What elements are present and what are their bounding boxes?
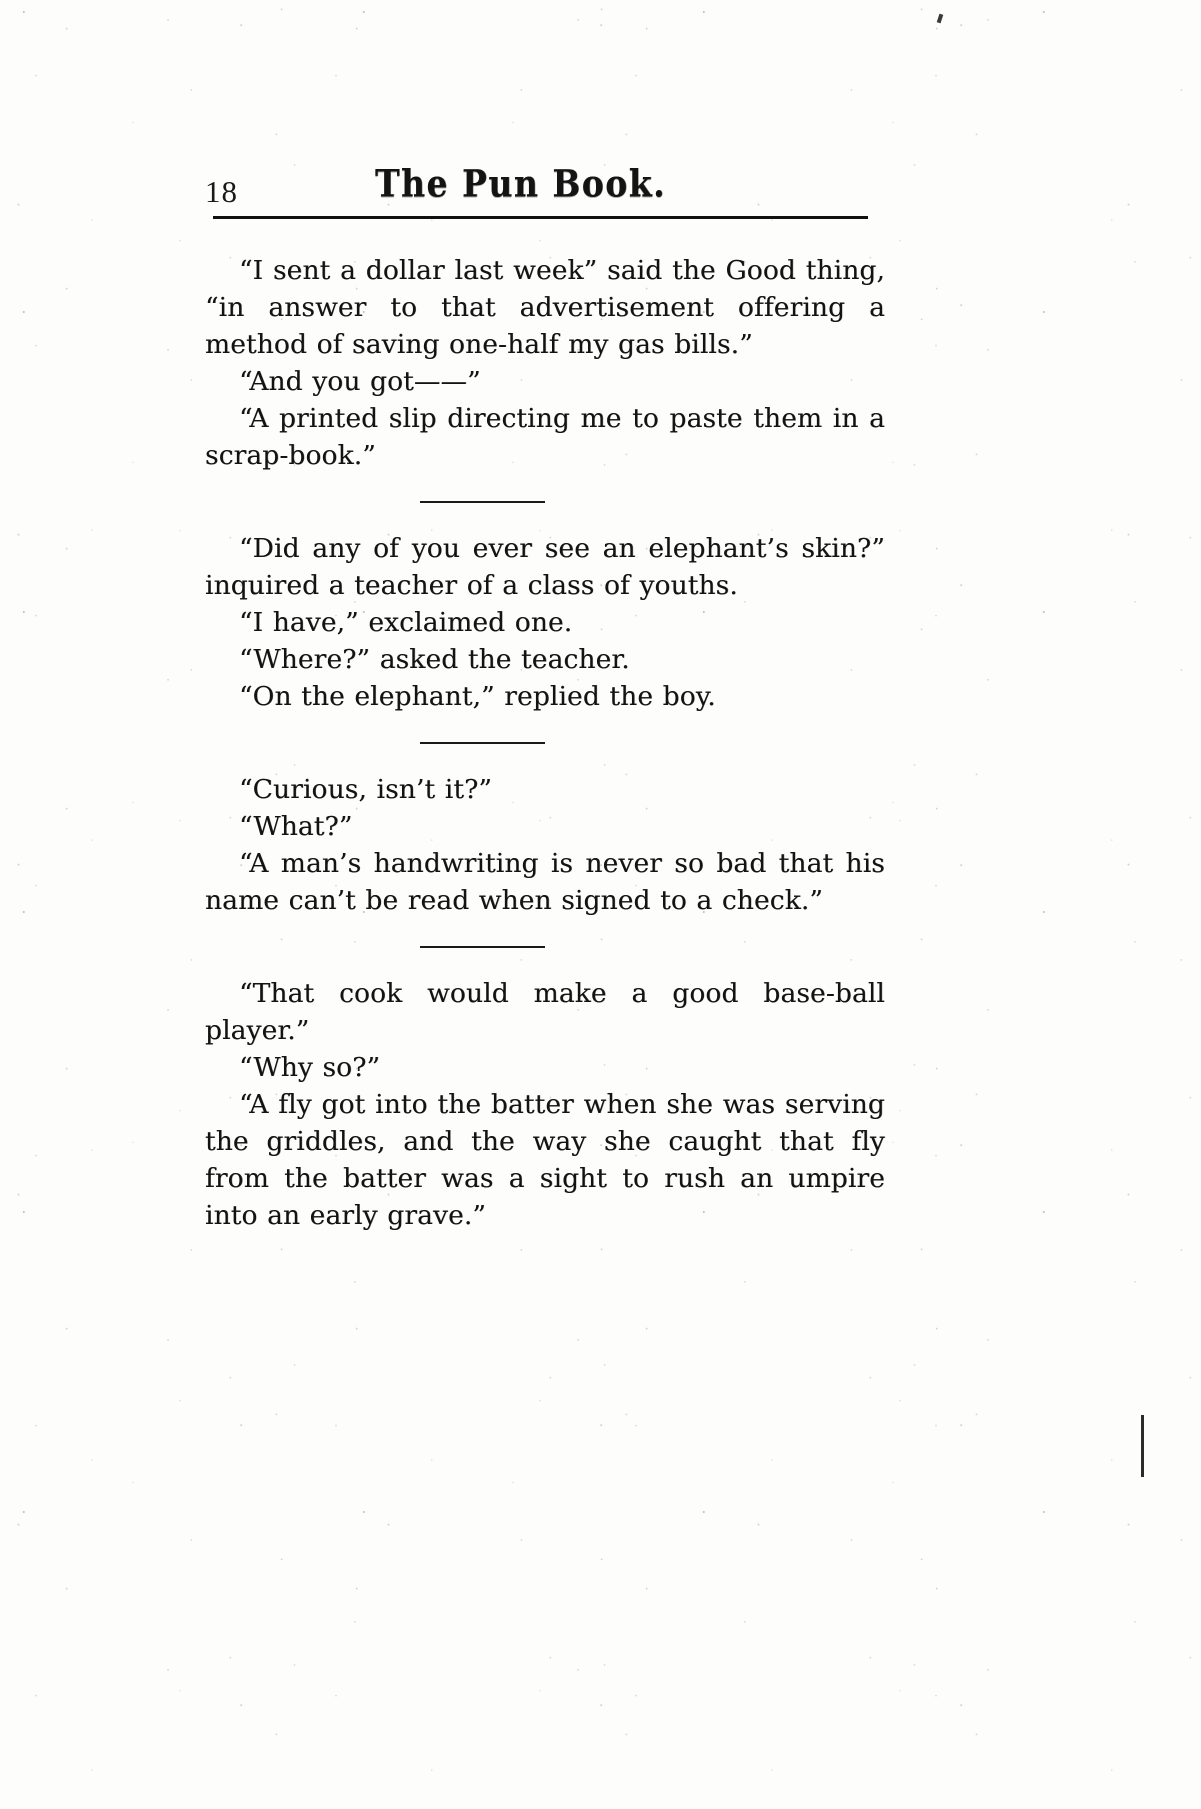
page-content bbox=[205, 160, 885, 1234]
page-number: 18 bbox=[205, 174, 238, 209]
printer-edge-mark bbox=[1141, 1415, 1144, 1477]
paragraph: “Curious, isn’t it?” bbox=[239, 774, 493, 805]
paper-speck bbox=[937, 14, 944, 24]
joke-section-elephant-skin bbox=[205, 530, 885, 715]
paragraph: “Why so?” bbox=[239, 1052, 381, 1083]
header-rule bbox=[213, 216, 868, 219]
joke-section-handwriting bbox=[205, 771, 885, 919]
joke-section-baseball-cook bbox=[205, 975, 885, 1234]
paragraph: “And you got——” bbox=[239, 366, 481, 397]
paragraph: “Where?” asked the teacher. bbox=[239, 644, 630, 675]
section-divider bbox=[420, 946, 545, 948]
paragraph: “I sent a dollar last week” said the Good thing, “in answer to that advertisement offering a method of saving one-half my gas bills.” bbox=[205, 255, 885, 360]
section-divider bbox=[420, 501, 545, 503]
paragraph: “That cook would make a good base-ball player.” bbox=[205, 978, 885, 1046]
paragraph: “On the elephant,” replied the boy. bbox=[239, 681, 716, 712]
paragraph: “A man’s handwriting is never so bad that his name can’t be read when signed to a check.” bbox=[205, 848, 885, 916]
paragraph: “A fly got into the batter when she was serving the griddles, and the way she caught that fly from the batter was a sight to rush an umpire into an early grave.” bbox=[205, 1089, 885, 1231]
paragraph: “I have,” exclaimed one. bbox=[239, 607, 573, 638]
paragraph: “Did any of you ever see an elephant’s skin?” inquired a teacher of a class of youths. bbox=[205, 533, 885, 601]
body-text bbox=[205, 252, 885, 1234]
book-title: The Pun Book. bbox=[375, 162, 667, 206]
joke-section-gas-bills bbox=[205, 252, 885, 474]
paragraph: “A printed slip directing me to paste them in a scrap-book.” bbox=[205, 403, 885, 471]
section-divider bbox=[420, 742, 545, 744]
page-header bbox=[205, 160, 885, 218]
paragraph: “What?” bbox=[239, 811, 353, 842]
